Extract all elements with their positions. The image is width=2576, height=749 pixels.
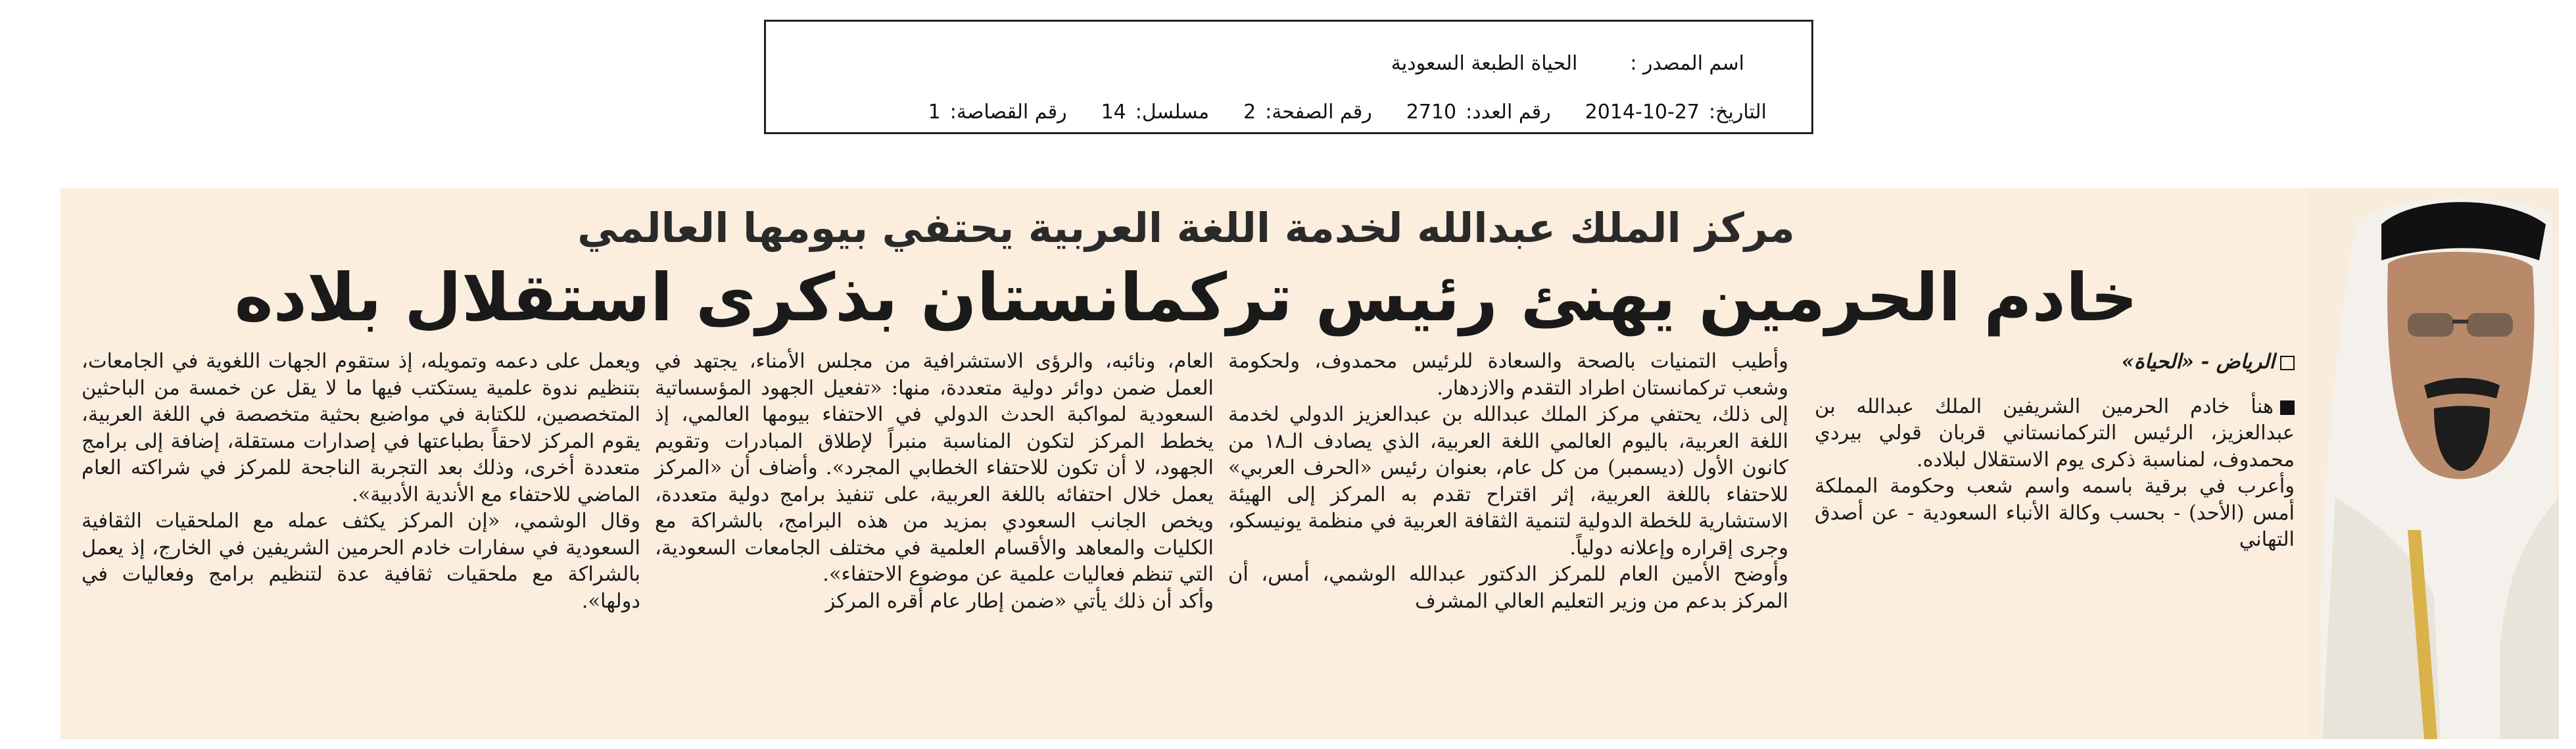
paragraph-text: هنأ خادم الحرمين الشريفين الملك عبدالله بن عبدالعزيز، الرئيس التركمانستاني قربان قولي بيردي محمدوف، لمناسبة ذكرى يوم الاستقلال لبلاده. (1815, 395, 2295, 471)
paragraph: وأوضح الأمين العام للمركز الدكتور عبدالله الوشمي، أمس، أن المركز بدعم من وزير التعليم العالي المشرف (1228, 563, 1788, 613)
date-value: 27-10-2014 (1585, 101, 1700, 124)
source-label: اسم المصدر : (1630, 52, 1744, 75)
article-column-4 (82, 349, 640, 615)
source-value: الحياة الطبعة السعودية (1391, 52, 1578, 75)
clipping-metadata-box (764, 20, 1813, 134)
paragraph: إلى ذلك، يحتفي مركز الملك عبدالله بن عبدالعزيز الدولي لخدمة اللغة العربية، باليوم العالمي اللغة العربية، الذي يصادف الـ١٨ من كانون الأول (ديسمبر) من كل عام، بعنوان رئيس «الحرف العربي» للاحتفاء باللغة العربية، إثر اقتراح تقدم به المركز إلى الهيئة الاستشارية للخطة الدولية لتنمية الثقافة العربية في منظمة يونيسكو، وجرى إقراره وإعلانه دولياً. (1228, 403, 1788, 560)
page-number-label: رقم الصفحة: (1265, 101, 1372, 124)
article-headline: خادم الحرمين يهنئ رئيس تركمانستان بذكرى استقلال بلاده (234, 259, 2138, 336)
square-bullet-icon (2280, 356, 2295, 370)
article-column-2 (1228, 349, 1788, 615)
issue-details-row (928, 101, 1767, 124)
issue-number-label: رقم العدد: (1466, 101, 1551, 124)
paragraph: ويعمل على دعمه وتمويله، إذ ستقوم الجهات اللغوية في الجامعات، بتنظيم ندوة علمية يستكتب فيها ما لا يقل عن خمسة من الباحثين المتخصصين، للكتابة في مواضيع بحثية متخصصة في اللغة العربية، يقوم المركز لاحقاً بطباعتها في إصدارات مستقلة، إضافة إلى برامج متعددة أخرى، وذلك بعد التجربة الناجحة للمركز في شراكته العام الماضي للاحتفاء مع الأندية الأدبية». (82, 350, 640, 506)
clipping-number-field (928, 101, 1067, 124)
issue-number-value: 2710 (1406, 101, 1457, 124)
issue-number-field (1406, 101, 1551, 124)
article-subheadline: مركز الملك عبدالله لخدمة اللغة العربية يحتفي بيومها العالمي (577, 204, 1795, 252)
paragraph: وأطيب التمنيات بالصحة والسعادة للرئيس محمدوف، ولحكومة وشعب تركمانستان اطراد التقدم والازدهار. (1228, 350, 1788, 400)
article-column-1 (1815, 349, 2295, 554)
date-field (1585, 101, 1767, 124)
filled-square-bullet-icon (2280, 400, 2295, 415)
serial-value: 14 (1101, 101, 1126, 124)
source-row (1391, 52, 1744, 75)
page-number-field (1243, 101, 1372, 124)
king-portrait-photo (2309, 188, 2559, 739)
byline-text: الرياض - «الحياة» (2121, 350, 2275, 374)
clipping-number-label: رقم القصاصة: (949, 101, 1067, 124)
date-label: التاريخ: (1709, 101, 1767, 124)
article-column-3 (655, 349, 1214, 615)
newspaper-clipping (60, 188, 2559, 739)
paragraph: وقال الوشمي، «إن المركز يكثف عمله مع الملحقيات الثقافية السعودية في سفارات خادم الحرمين الشريفين في الخارج، إذ يعمل بالشراكة مع ملحقيات ثقافية عدة لتنظيم برامج وفعاليات في دولها». (82, 510, 640, 613)
paragraph: وأعرب في برقية باسمه واسم شعب وحكومة المملكة أمس (الأحد) - بحسب وكالة الأنباء السعودية - عن أصدق التهاني (1815, 475, 2295, 551)
clipping-number-value: 1 (928, 101, 941, 124)
page-number-value: 2 (1243, 101, 1256, 124)
serial-label: مسلسل: (1135, 101, 1210, 124)
paragraph (1815, 394, 2295, 474)
serial-field (1101, 101, 1210, 124)
byline (1815, 349, 2295, 375)
paragraph: وأكد أن ذلك يأتي «ضمن إطار عام أقره المركز (825, 589, 1214, 613)
paragraph: العام، ونائبه، والرؤى الاستشرافية من مجلس الأمناء، يجتهد في العمل ضمن دوائر دولية متعددة، منها: «تفعيل الجهود المؤسساتية السعودية لمواكبة الحدث الدولي في الاحتفاء بيومها العالمي، إذ يخطط المركز لتكون المناسبة منبراً لإطلاق المبادرات وتقويم الجهود، لا أن تكون للاحتفاء الخطابي المجرد». وأضاف أن «المركز يعمل خلال احتفائه باللغة العربية، على تنفيذ برامج دولية متعددة، ويخص الجانب السعودي بمزيد من هذه البرامج، بالشراكة مع الكليات والمعاهد والأقسام العلمية في مختلف الجامعات السعودية، التي تنظم فعاليات علمية عن موضوع الاحتفاء». (655, 350, 1214, 586)
